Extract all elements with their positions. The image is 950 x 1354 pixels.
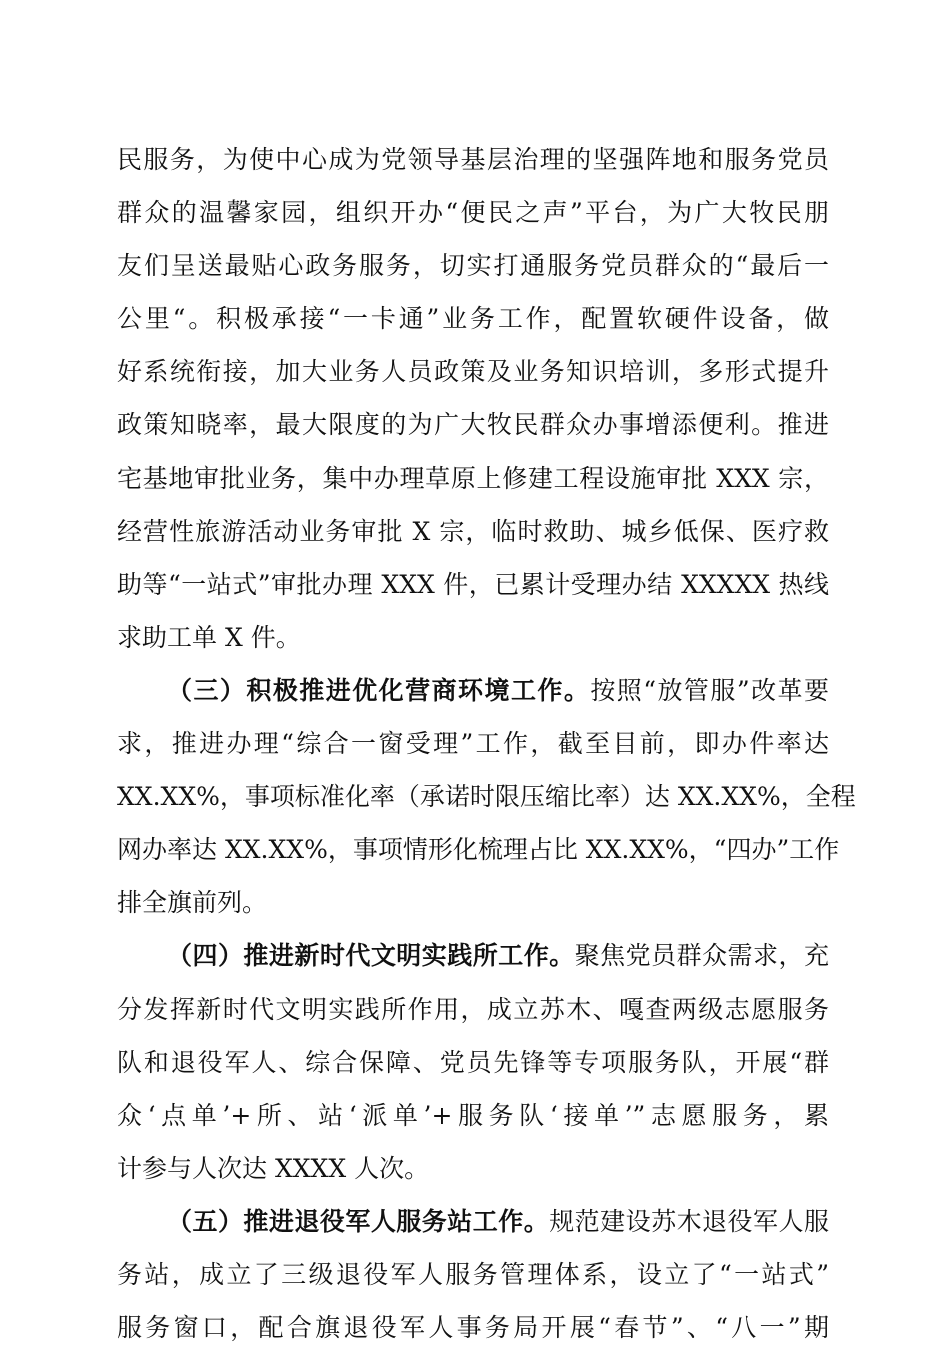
text-line: 民服务，为使中心成为党领导基层治理的坚强阵地和服务党员 bbox=[117, 145, 829, 174]
paragraph-service-continuation bbox=[117, 133, 829, 664]
text-line: 宅基地审批业务，集中办理草原上修建工程设施审批 XXX 宗， bbox=[117, 463, 829, 493]
text-line: 求助工单 X 件。 bbox=[117, 622, 301, 652]
paragraph-business-environment bbox=[117, 664, 856, 929]
text-line: 队和退役军人、综合保障、党员先锋等专项服务队，开展“群 bbox=[117, 1047, 829, 1077]
text-line: 群众的温馨家园，组织开办“便民之声”平台，为广大牧民朋 bbox=[117, 198, 829, 228]
text-line: 网办率达 XX.XX%，事项情形化梳理占比 XX.XX%，“四办”工作 bbox=[117, 835, 840, 865]
text-line: 服务窗口，配合旗退役军人事务局开展“春节”、“八一”期 bbox=[117, 1313, 829, 1343]
text-line: 务站，成立了三级退役军人服务管理体系，设立了“一站式” bbox=[117, 1259, 829, 1289]
text-line: 公里“。积极承接“一卡通”业务工作，配置软硬件设备，做 bbox=[117, 304, 829, 334]
text-span: 按照“放管服”改革要 bbox=[590, 675, 829, 705]
text-line bbox=[117, 929, 829, 982]
text-line: 求，推进办理“综合一窗受理”工作，截至目前，即办件率达 bbox=[117, 729, 829, 759]
text-line: 排全旗前列。 bbox=[117, 888, 268, 918]
text-line: 政策知晓率，最大限度的为广大牧民群众办事增添便利。推进 bbox=[117, 410, 829, 440]
text-span: 聚焦党员群众需求，充 bbox=[574, 941, 829, 971]
text-span: 规范建设苏木退役军人服 bbox=[549, 1206, 829, 1236]
text-line: 好系统衔接，加大业务人员政策及业务知识培训，多形式提升 bbox=[117, 357, 829, 387]
text-line: 经营性旅游活动业务审批 X 宗，临时救助、城乡低保、医疗救 bbox=[117, 516, 829, 546]
text-line bbox=[117, 1195, 829, 1248]
text-line: 众‘点单’+所、站‘派单’+服务队‘接单’”志愿服务，累 bbox=[117, 1100, 829, 1130]
section-heading: （四）推进新时代文明实践所工作。 bbox=[167, 941, 575, 971]
paragraph-veterans-service bbox=[117, 1195, 829, 1354]
paragraph-civilization-practice bbox=[117, 929, 829, 1194]
section-heading: （三）积极推进优化营商环境工作。 bbox=[167, 675, 591, 705]
text-line: 助等“一站式”审批办理 XXX 件，已累计受理办结 XXXXX 热线 bbox=[117, 569, 829, 599]
text-line: 分发挥新时代文明实践所作用，成立苏木、嘎查两级志愿服务 bbox=[117, 994, 829, 1024]
text-line bbox=[117, 664, 829, 717]
section-heading: （五）推进退役军人服务站工作。 bbox=[167, 1206, 550, 1236]
text-line: XX.XX%，事项标准化率（承诺时限压缩比率）达 XX.XX%，全程 bbox=[117, 782, 856, 812]
document-body bbox=[117, 133, 856, 1354]
text-line: 计参与人次达 XXXX 人次。 bbox=[117, 1153, 430, 1183]
text-line: 友们呈送最贴心政务服务，切实打通服务党员群众的“最后一 bbox=[117, 251, 829, 281]
